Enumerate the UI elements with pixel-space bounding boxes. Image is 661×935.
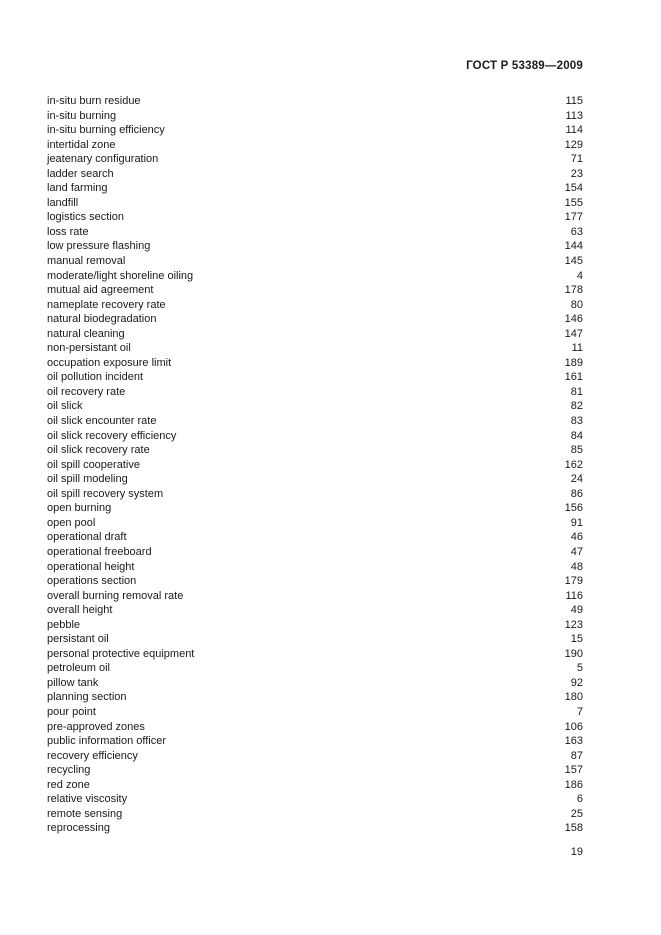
index-term: nameplate recovery rate [47,298,166,311]
index-page-ref: 177 [564,211,583,224]
index-term: mutual aid agreement [47,284,154,297]
index-page-ref: 92 [570,676,583,689]
index-page-ref: 63 [570,225,583,238]
index-page-ref: 48 [570,560,583,573]
index-entry [47,618,583,633]
index-term: pour point [47,705,96,718]
index-term: pillow tank [47,676,99,689]
index-term: overall burning removal rate [47,589,184,602]
index-page-ref: 84 [570,429,583,442]
index-entry [47,254,583,269]
index-page-ref: 189 [564,356,583,369]
index-page-ref: 11 [571,342,583,355]
index-entry [47,676,583,691]
index-term: public information officer [47,735,167,748]
index-page-ref: 15 [570,633,583,646]
index-entry [47,152,583,167]
index-page-ref: 71 [570,153,583,166]
index-term: oil pollution incident [47,371,144,384]
index-entry [47,327,583,342]
index-list [47,94,583,836]
index-term: pebble [47,618,81,631]
index-entry [47,778,583,793]
index-entry [47,792,583,807]
index-entry [47,720,583,735]
index-entry [47,210,583,225]
index-entry [47,487,583,502]
index-entry [47,589,583,604]
index-term: natural cleaning [47,327,125,340]
index-term: operational freeboard [47,545,152,558]
index-term: occupation exposure limit [47,356,172,369]
index-term: in-situ burning [47,109,117,122]
index-page-ref: 49 [570,604,583,617]
index-page-ref: 161 [564,371,583,384]
index-term: planning section [47,691,127,704]
index-entry [47,283,583,298]
index-term: ladder search [47,167,114,180]
index-page-ref: 24 [570,473,583,486]
index-term: oil slick recovery efficiency [47,429,177,442]
index-page-ref: 85 [570,444,583,457]
index-page-ref: 163 [564,735,583,748]
index-entry [47,181,583,196]
index-entry [47,298,583,313]
index-term: oil spill modeling [47,473,128,486]
index-entry [47,545,583,560]
index-term: pre-approved zones [47,720,145,733]
index-term: recovery efficiency [47,749,138,762]
index-term: manual removal [47,255,126,268]
index-page-ref: 5 [576,662,583,675]
index-term: non-persistant oil [47,342,131,355]
index-term: oil slick encounter rate [47,415,157,428]
document-code: ГОСТ Р 53389—2009 [466,60,583,72]
index-entry [47,239,583,254]
index-entry [47,603,583,618]
index-term: operations section [47,575,137,588]
index-entry [47,225,583,240]
index-page-ref: 123 [564,618,583,631]
index-term: open pool [47,516,96,529]
index-page-ref: 82 [570,400,583,413]
index-entry [47,472,583,487]
index-entry [47,167,583,182]
index-term: moderate/light shoreline oiling [47,269,194,282]
index-page-ref: 46 [570,531,583,544]
index-term: petroleum oil [47,662,110,675]
index-entry [47,341,583,356]
index-term: loss rate [47,225,89,238]
index-entry [47,458,583,473]
page-number: 19 [570,846,583,858]
index-entry [47,109,583,124]
index-entry [47,749,583,764]
index-page-ref: 144 [564,240,583,253]
index-page-ref: 178 [564,284,583,297]
index-page-ref: 116 [565,589,583,602]
index-term: reprocessing [47,822,110,835]
index-entry [47,734,583,749]
index-page-ref: 91 [570,516,583,529]
index-entry [47,138,583,153]
index-term: oil spill recovery system [47,487,164,500]
index-term: in-situ burning efficiency [47,124,165,137]
index-page-ref: 179 [564,575,583,588]
index-page-ref: 81 [570,385,583,398]
index-entry [47,705,583,720]
index-term: natural biodegradation [47,313,157,326]
index-entry [47,516,583,531]
index-page-ref: 7 [576,705,583,718]
index-page-ref: 115 [565,95,583,107]
index-term: oil recovery rate [47,385,126,398]
index-term: overall height [47,604,113,617]
index-entry [47,312,583,327]
index-term: intertidal zone [47,138,116,151]
index-term: low pressure flashing [47,240,151,253]
index-entry [47,501,583,516]
index-page-ref: 190 [564,647,583,660]
index-entry [47,370,583,385]
index-term: jeatenary configuration [47,153,159,166]
index-entry [47,196,583,211]
index-page-ref: 154 [564,182,583,195]
index-term: open burning [47,502,112,515]
index-entry [47,574,583,589]
index-page-ref: 158 [564,822,583,835]
index-page-ref: 129 [564,138,583,151]
index-page-ref: 80 [570,298,583,311]
index-entry [47,414,583,429]
index-page-ref: 114 [565,124,583,137]
index-entry [47,821,583,836]
index-term: recycling [47,764,91,777]
index-entry [47,269,583,284]
index-term: oil spill cooperative [47,458,140,471]
index-page-ref: 186 [564,778,583,791]
index-page-ref: 162 [564,458,583,471]
index-page-ref: 156 [564,502,583,515]
index-entry [47,560,583,575]
index-term: relative viscosity [47,793,128,806]
index-entry [47,763,583,778]
index-entry [47,690,583,705]
index-term: operational draft [47,531,127,544]
index-page-ref: 155 [564,196,583,209]
index-term: land farming [47,182,108,195]
index-term: operational height [47,560,135,573]
index-page-ref: 146 [564,313,583,326]
index-term: logistics section [47,211,125,224]
index-page-ref: 113 [565,109,583,122]
index-entry [47,647,583,662]
index-term: persistant oil [47,633,109,646]
index-page-ref: 147 [564,327,583,340]
index-page-ref: 145 [564,255,583,268]
index-page-ref: 23 [570,167,583,180]
index-term: red zone [47,778,90,791]
index-page-ref: 25 [570,807,583,820]
index-page-ref: 4 [576,269,583,282]
index-page-ref: 180 [564,691,583,704]
index-term: personal protective equipment [47,647,195,660]
index-page-ref: 86 [570,487,583,500]
index-page-ref: 6 [576,793,583,806]
index-entry [47,385,583,400]
index-page-ref: 83 [570,415,583,428]
index-entry [47,123,583,138]
index-entry [47,399,583,414]
index-entry [47,807,583,822]
index-page-ref: 47 [570,545,583,558]
index-entry [47,443,583,458]
index-page-ref: 157 [564,764,583,777]
index-page-ref: 87 [570,749,583,762]
index-term: in-situ burn residue [47,95,141,107]
index-entry [47,356,583,371]
index-term: oil slick recovery rate [47,444,150,457]
index-term: remote sensing [47,807,123,820]
index-term: oil slick [47,400,83,413]
index-term: landfill [47,196,79,209]
index-entry [47,661,583,676]
index-entry [47,429,583,444]
index-page-ref: 106 [564,720,583,733]
index-entry [47,530,583,545]
index-entry [47,632,583,647]
index-entry [47,94,583,109]
